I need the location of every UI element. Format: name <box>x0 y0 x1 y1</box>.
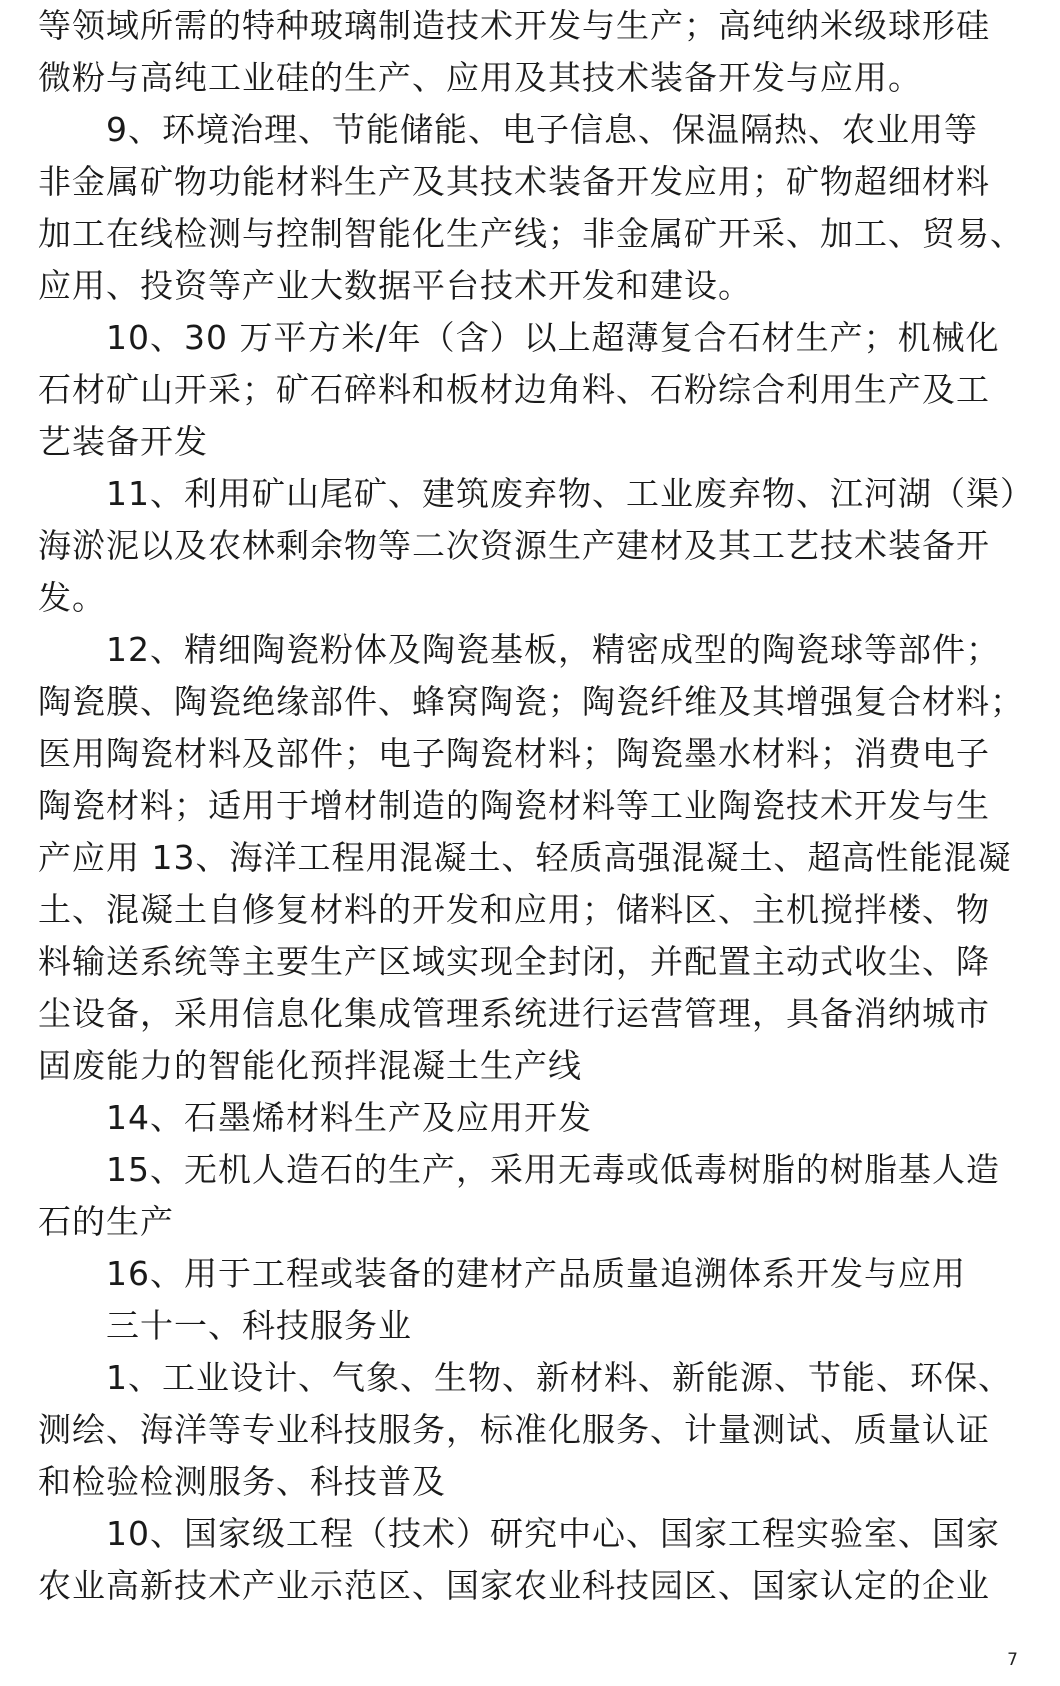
text-line: 1、工业设计、气象、生物、新材料、新能源、节能、环保、 <box>106 1358 1012 1397</box>
text-line: 9、环境治理、节能储能、电子信息、保温隔热、农业用等 <box>106 110 978 149</box>
text-line: 16、用于工程或装备的建材产品质量追溯体系开发与应用 <box>106 1254 966 1293</box>
text-line: 固废能力的智能化预拌混凝土生产线 <box>38 1046 582 1085</box>
text-line: 农业高新技术产业示范区、国家农业科技园区、国家认定的企业 <box>38 1566 990 1605</box>
text-line: 陶瓷膜、陶瓷绝缘部件、蜂窝陶瓷；陶瓷纤维及其增强复合材料； <box>38 682 1024 721</box>
section-heading: 三十一、科技服务业 <box>106 1306 412 1345</box>
text-line: 艺装备开发 <box>38 422 208 461</box>
text-line: 石材矿山开采；矿石碎料和板材边角料、石粉综合利用生产及工 <box>38 370 990 409</box>
text-line: 应用、投资等产业大数据平台技术开发和建设。 <box>38 266 752 305</box>
text-line: 11、利用矿山尾矿、建筑废弃物、工业废弃物、江河湖（渠） <box>106 474 1034 513</box>
text-line: 料输送系统等主要生产区域实现全封闭，并配置主动式收尘、降 <box>38 942 990 981</box>
text-line: 石的生产 <box>38 1202 174 1241</box>
text-line: 10、国家级工程（技术）研究中心、国家工程实验室、国家 <box>106 1514 1000 1553</box>
text-line: 发。 <box>38 578 106 617</box>
text-line: 医用陶瓷材料及部件；电子陶瓷材料；陶瓷墨水材料；消费电子 <box>38 734 990 773</box>
text-line: 非金属矿物功能材料生产及其技术装备开发应用；矿物超细材料 <box>38 162 990 201</box>
text-line: 尘设备，采用信息化集成管理系统进行运营管理，具备消纳城市 <box>38 994 990 1033</box>
text-line: 产应用 13、海洋工程用混凝土、轻质高强混凝土、超高性能混凝 <box>38 838 1012 877</box>
page-number: 7 <box>1007 1650 1018 1670</box>
text-line: 15、无机人造石的生产，采用无毒或低毒树脂的树脂基人造 <box>106 1150 1000 1189</box>
text-line: 12、精细陶瓷粉体及陶瓷基板，精密成型的陶瓷球等部件； <box>106 630 1000 669</box>
text-line: 等领域所需的特种玻璃制造技术开发与生产；高纯纳米级球形硅 <box>38 6 990 45</box>
text-line: 土、混凝土自修复材料的开发和应用；储料区、主机搅拌楼、物 <box>38 890 990 929</box>
text-line: 陶瓷材料；适用于增材制造的陶瓷材料等工业陶瓷技术开发与生 <box>38 786 990 825</box>
text-line: 海淤泥以及农林剩余物等二次资源生产建材及其工艺技术装备开 <box>38 526 990 565</box>
text-line: 测绘、海洋等专业科技服务，标准化服务、计量测试、质量认证 <box>38 1410 990 1449</box>
text-line: 微粉与高纯工业硅的生产、应用及其技术装备开发与应用。 <box>38 58 922 97</box>
text-line: 和检验检测服务、科技普及 <box>38 1462 446 1501</box>
text-line: 10、30 万平方米/年（含）以上超薄复合石材生产；机械化 <box>106 318 1000 357</box>
text-line: 加工在线检测与控制智能化生产线；非金属矿开采、加工、贸易、 <box>38 214 1024 253</box>
text-line: 14、石墨烯材料生产及应用开发 <box>106 1098 592 1137</box>
document-page <box>38 0 1034 1612</box>
